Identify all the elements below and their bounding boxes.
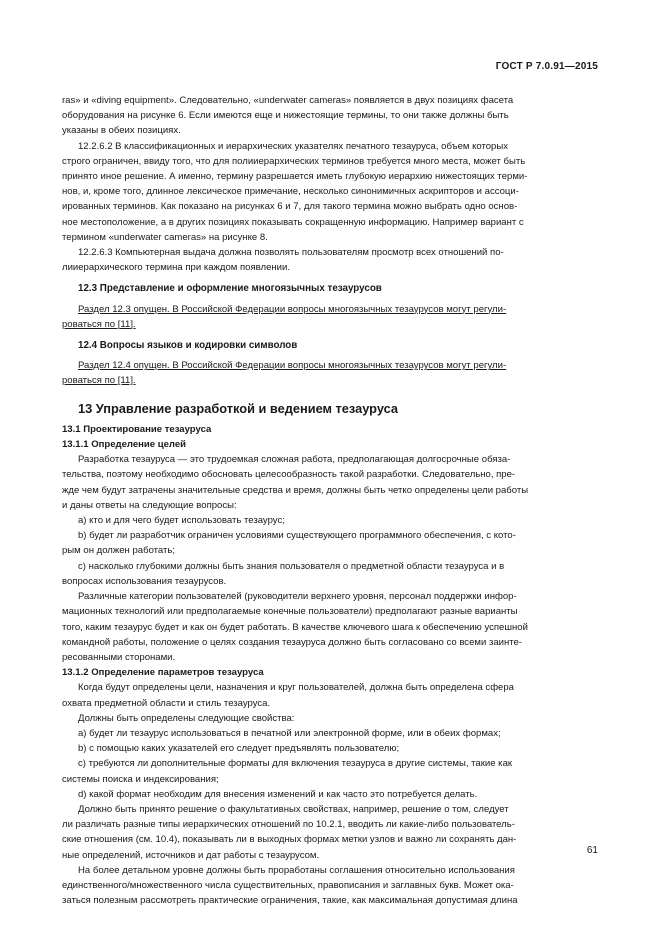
text-line: c) требуются ли дополнительные форматы для включения тезауруса в другие системы, такие как (78, 758, 513, 770)
text-line: 12.2.6.3 Компьютерная выдача должна позволять пользователям просмотр всех отношений по- (78, 247, 504, 259)
text-line: 13.1 Проектирование тезауруса (62, 423, 212, 435)
text-line: и даны ответы на следующие вопросы: (62, 499, 237, 511)
text-line: системы поиска и индексирования; (62, 773, 219, 785)
text-line: ли различать разные типы иерархических отношений по 10.2.1, вводить ли какие-либо пользователь- (62, 819, 515, 831)
text-line: а) будет ли тезаурус использоваться в печатной или электронной форме, или в обеих формах; (78, 727, 501, 739)
paragraph (62, 452, 594, 513)
text-line: строго ограничен, ввиду того, что для полииерархических терминов требуется много места, может быть (62, 155, 526, 167)
paragraph (62, 802, 594, 863)
text-line: 13 Управление разработкой и ведением тезауруса (78, 400, 399, 416)
text-line: роваться по [11]. (62, 375, 136, 387)
text-line: d) какой формат необходим для внесения изменений и как часто это потребуется делать. (78, 788, 478, 800)
subsection-heading (62, 437, 594, 452)
text-line: ированных терминов. Как показано на рисунках 6 и 7, для такого термина можно выбрать одно основ- (62, 201, 518, 213)
text-line: рым он должен работать; (62, 545, 176, 557)
text-line: b) с помощью каких указателей его следует предъявлять пользователю; (78, 743, 400, 755)
paragraph (62, 680, 594, 710)
text-line: ные определений, источников и дат работы с тезаурусом. (62, 849, 320, 861)
text-line: 13.1.1 Определение целей (62, 439, 187, 451)
paragraph (62, 245, 594, 275)
text-line: Раздел 12.3 опущен. В Российской Федерации вопросы многоязычных тезаурусов могут регули- (78, 303, 507, 315)
text-line: единственного/множественного числа существительных, правописания и заглавных букв. Может ока- (62, 879, 514, 891)
text-line: 12.2.6.2 В классификационных и иерархических указателях печатного тезауруса, объем которых (78, 140, 509, 152)
subsection-heading (62, 665, 594, 680)
paragraph (62, 513, 594, 528)
text-line: 12.4 Вопросы языков и кодировки символов (78, 340, 298, 352)
paragraph (62, 139, 594, 245)
text-line: лииерархического термина при каждом появлении. (62, 262, 290, 274)
text-line: командной работы, положение о целях создания тезауруса должно быть согласовано со всеми заинте- (62, 636, 522, 648)
paragraph (62, 863, 594, 909)
text-line: того, каким тезаурус будет и как он будет работать. В качестве ключевого шага к обеспечению успешной (62, 621, 528, 633)
text-line: 12.3 Представление и оформление многоязычных тезаурусов (78, 283, 382, 295)
paragraph (62, 756, 594, 786)
text-line: ские отношения (см. 10.4), показывать ли в выходных формах метки узлов и важно ли сохранять дан- (62, 834, 517, 846)
paragraph (62, 589, 594, 665)
paragraph (62, 787, 594, 802)
text-line: c) насколько глубокими должны быть знания пользователя о предметной области тезауруса и в (78, 560, 505, 572)
paragraph (62, 711, 594, 726)
paragraph (62, 741, 594, 756)
text-line: ras» и «diving equipment». Следовательно, «underwater cameras» появляется в двух позициях фасета (62, 95, 514, 106)
text-line: термином «underwater cameras» на рисунке 8. (62, 231, 268, 243)
paragraph (62, 528, 594, 558)
paragraph (62, 726, 594, 741)
paragraph (62, 559, 594, 589)
paragraph (62, 93, 594, 139)
text-line: охвата предметной области и стиль тезауруса. (62, 697, 271, 709)
text-line: Должно быть принято решение о факультативных свойствах, например, решение о том, следует (78, 803, 509, 815)
text-line: тельства, поэтому необходимо обосновать целесообразность такой разработки. Следовательно, пре- (62, 469, 516, 481)
text-line: На более детальном уровне должны быть проработаны соглашения относительно использования (78, 864, 515, 876)
text-line: ресованными сторонами. (62, 651, 176, 663)
text-line: а) кто и для чего будет использовать тезаурус; (78, 515, 285, 527)
text-line: жде чем будут затрачены значительные средства и время, должны быть четко определены цели работы (62, 484, 529, 496)
chapter-heading (78, 401, 594, 416)
section-heading (78, 338, 594, 353)
text-line: Раздел 12.4 опущен. В Российской Федерации вопросы многоязычных тезаурусов могут регули- (78, 360, 507, 372)
text-line: Различные категории пользователей (руководители верхнего уровня, персонал поддержки инфор- (78, 591, 517, 603)
subsection-heading (62, 422, 594, 437)
standard-header: ГОСТ Р 7.0.91—2015 (495, 61, 598, 72)
text-line: Должны быть определены следующие свойства: (78, 712, 295, 724)
text-line: роваться по [11]. (62, 318, 136, 330)
text-line: нов, и, кроме того, длинное лексическое примечание, несколько синонимичных аскрипторов и ассоци- (62, 186, 519, 198)
text-line: заться полезным рассмотреть практические ограничения, такие, как максимальная допустимая длина (62, 895, 518, 907)
text-line: вопросах использования тезаурусов. (62, 575, 227, 587)
page-number: 61 (586, 845, 598, 856)
text-line: принято иное решение. А именно, термину разрешается иметь глубокую иерархию нижестоящих терми- (62, 171, 528, 183)
text-line: ное местоположение, а в других позициях показывать сокращенную информацию. Например вариант с (62, 216, 524, 228)
text-line: b) будет ли разработчик ограничен условиями существующего программного обеспечения, с кото- (78, 530, 516, 542)
text-line: 13.1.2 Определение параметров тезауруса (62, 667, 264, 679)
omitted-section-note (62, 302, 594, 332)
body-text (62, 93, 594, 908)
text-line: Когда будут определены цели, назначения и круг пользователей, должна быть определена сфера (78, 682, 514, 694)
text-line: Разработка тезауруса — это трудоемкая сложная работа, предполагающая долгосрочные обяза- (78, 454, 511, 466)
text-line: оборудования на рисунке 6. Если имеются еще и нижестоящие термины, то они также должны быть (62, 110, 509, 122)
text-line: мационных технологий или предполагаемые конечные пользователи) предполагают разные варианты (62, 606, 518, 618)
omitted-section-note (62, 358, 594, 388)
text-line: указаны в обеих позициях. (62, 125, 181, 137)
section-heading (78, 281, 594, 296)
